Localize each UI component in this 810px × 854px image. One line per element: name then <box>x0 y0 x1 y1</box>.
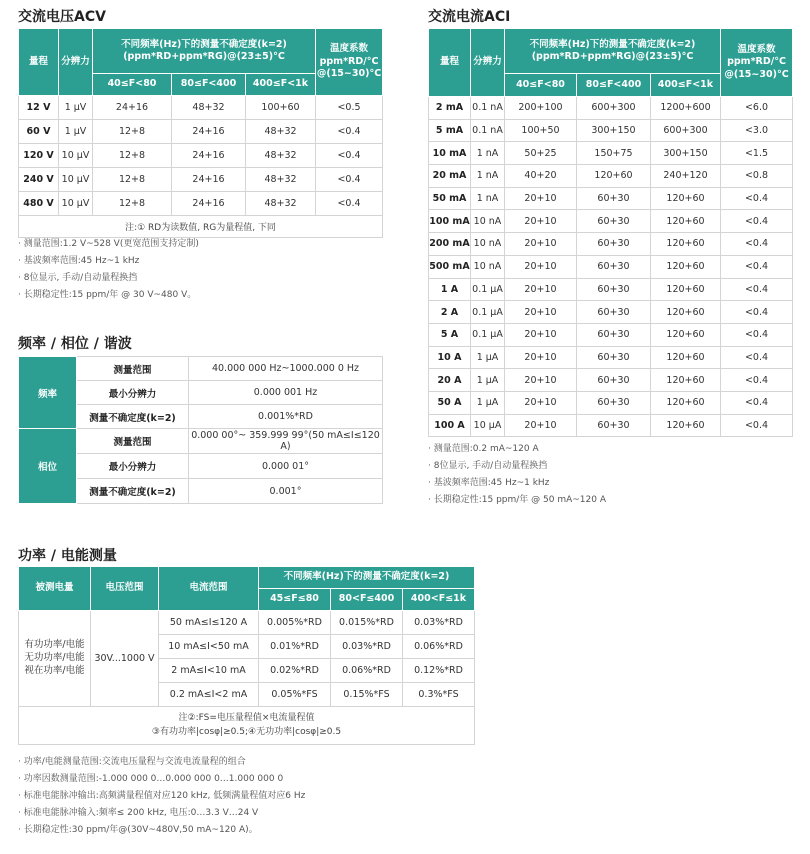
table-row <box>19 96 383 120</box>
value-cell: <0.4 <box>721 255 793 278</box>
power-header-voltage: 电压范围 <box>91 567 159 611</box>
value-cell: 300+150 <box>651 142 721 165</box>
resolution-cell: 10 μV <box>59 168 93 192</box>
table-row <box>429 97 793 120</box>
freq-row-label: 测量不确定度(k=2) <box>77 405 189 429</box>
power-bullet: · 功率因数测量范围:-1.000 000 0…0.000 000 0…1.000 000 0 <box>18 771 305 788</box>
resolution-cell: 1 μA <box>471 369 505 392</box>
resolution-cell: 1 μA <box>471 391 505 414</box>
range-cell: 100 mA <box>429 210 471 233</box>
value-cell: 120+60 <box>577 165 651 188</box>
freq-row-value: 0.001%*RD <box>189 405 383 429</box>
value-cell: <0.8 <box>721 165 793 188</box>
power-bullet: · 标准电能脉冲输出:高频满量程值对应120 kHz, 低频满量程值对应6 Hz <box>18 788 305 805</box>
range-cell: 100 A <box>429 414 471 437</box>
value-cell: 120+60 <box>651 233 721 256</box>
value-cell: 60+30 <box>577 255 651 278</box>
power-current-range: 2 mA≤I<10 mA <box>159 659 259 683</box>
value-cell: 24+16 <box>172 192 246 216</box>
power-freq-1: 45≤F≤80 <box>259 589 331 611</box>
power-table <box>18 566 475 745</box>
value-cell: <0.4 <box>721 210 793 233</box>
aci-header-temp: 温度系数 ppm*RD/°C @(15~30)°C <box>721 29 793 97</box>
value-cell: 600+300 <box>651 119 721 142</box>
range-cell: 12 V <box>19 96 59 120</box>
phase-row-value: 0.000 01° <box>189 454 383 479</box>
phase-row-value: 0.000 00°~ 359.999 99°(50 mA≤I≤120 A) <box>189 429 383 454</box>
acv-freq-2: 80≤F<400 <box>172 74 246 96</box>
phase-row-value: 0.001° <box>189 479 383 504</box>
value-cell: 60+30 <box>577 210 651 233</box>
value-cell: <0.5 <box>316 96 383 120</box>
aci-bullets <box>428 441 606 509</box>
range-cell: 200 mA <box>429 233 471 256</box>
acv-header-range: 量程 <box>19 29 59 96</box>
freq-group-label: 频率 <box>19 357 77 429</box>
table-row <box>429 165 793 188</box>
power-value: 0.03%*RD <box>331 635 403 659</box>
power-bullet: · 长期稳定性:30 ppm/年@(30V~480V,50 mA~120 A)。 <box>18 822 305 839</box>
resolution-cell: 1 nA <box>471 142 505 165</box>
freq-row-value: 40.000 000 Hz~1000.000 0 Hz <box>189 357 383 381</box>
value-cell: 24+16 <box>172 120 246 144</box>
aci-freq-1: 40≤F<80 <box>505 74 577 97</box>
value-cell: 120+60 <box>651 369 721 392</box>
value-cell: <0.4 <box>316 168 383 192</box>
value-cell: 60+30 <box>577 346 651 369</box>
range-cell: 2 mA <box>429 97 471 120</box>
range-cell: 50 mA <box>429 187 471 210</box>
power-freq-3: 400<F≤1k <box>403 589 475 611</box>
phase-group-label: 相位 <box>19 429 77 504</box>
resolution-cell: 1 μV <box>59 120 93 144</box>
range-cell: 240 V <box>19 168 59 192</box>
table-row <box>429 369 793 392</box>
table-row <box>429 391 793 414</box>
value-cell: 20+10 <box>505 414 577 437</box>
range-cell: 50 A <box>429 391 471 414</box>
power-current-range: 10 mA≤I<50 mA <box>159 635 259 659</box>
value-cell: <0.4 <box>316 192 383 216</box>
value-cell: <3.0 <box>721 119 793 142</box>
resolution-cell: 0.1 nA <box>471 119 505 142</box>
resolution-cell: 0.1 μA <box>471 278 505 301</box>
power-bullets <box>18 754 305 839</box>
value-cell: 24+16 <box>172 168 246 192</box>
power-bullet: · 功率/电能测量范围:交流电压量程与交流电流量程的组合 <box>18 754 305 771</box>
value-cell: 120+60 <box>651 414 721 437</box>
value-cell: <0.4 <box>721 323 793 346</box>
value-cell: 20+10 <box>505 346 577 369</box>
acv-header-uncertainty: 不同频率(Hz)下的测量不确定度(k=2) (ppm*RD+ppm*RG)@(23±5)°C <box>93 29 316 74</box>
table-row <box>19 120 383 144</box>
value-cell: <0.4 <box>721 233 793 256</box>
value-cell: 60+30 <box>577 391 651 414</box>
power-header-current: 电流范围 <box>159 567 259 611</box>
resolution-cell: 0.1 nA <box>471 97 505 120</box>
acv-bullets <box>18 236 199 304</box>
value-cell: 120+60 <box>651 210 721 233</box>
value-cell: 48+32 <box>172 96 246 120</box>
value-cell: 240+120 <box>651 165 721 188</box>
value-cell: 12+8 <box>93 144 172 168</box>
phase-row-label: 测量范围 <box>77 429 189 454</box>
value-cell: 120+60 <box>651 255 721 278</box>
table-row <box>429 119 793 142</box>
table-row <box>19 192 383 216</box>
value-cell: 200+100 <box>505 97 577 120</box>
value-cell: 48+32 <box>246 192 316 216</box>
value-cell: 60+30 <box>577 233 651 256</box>
acv-bullet: · 基波频率范围:45 Hz~1 kHz <box>18 253 199 270</box>
resolution-cell: 0.1 μA <box>471 301 505 324</box>
value-cell: 24+16 <box>172 144 246 168</box>
acv-title: 交流电压ACV <box>18 9 106 25</box>
aci-bullet: · 8位显示, 手动/自动量程换挡 <box>428 458 606 475</box>
value-cell: 120+60 <box>651 301 721 324</box>
acv-bullet: · 测量范围:1.2 V~528 V(更宽范围支持定制) <box>18 236 199 253</box>
resolution-cell: 1 nA <box>471 165 505 188</box>
range-cell: 120 V <box>19 144 59 168</box>
value-cell: 600+300 <box>577 97 651 120</box>
value-cell: <0.4 <box>721 369 793 392</box>
power-note: 注②:FS=电压量程值×电流量程值 ③有功功率|cosφ|≥0.5;④无功功率|cosφ|≥0.5 <box>19 707 475 745</box>
value-cell: <1.5 <box>721 142 793 165</box>
table-row <box>429 278 793 301</box>
range-cell: 60 V <box>19 120 59 144</box>
power-value: 0.12%*RD <box>403 659 475 683</box>
resolution-cell: 10 nA <box>471 255 505 278</box>
value-cell: 150+75 <box>577 142 651 165</box>
acv-table <box>18 28 383 238</box>
acv-note: 注:① RD为读数值, RG为量程值, 下同 <box>19 216 383 238</box>
value-cell: <0.4 <box>721 414 793 437</box>
value-cell: 60+30 <box>577 414 651 437</box>
resolution-cell: 10 μV <box>59 192 93 216</box>
value-cell: 120+60 <box>651 391 721 414</box>
value-cell: 40+20 <box>505 165 577 188</box>
resolution-cell: 1 nA <box>471 187 505 210</box>
range-cell: 10 A <box>429 346 471 369</box>
power-value: 0.06%*RD <box>403 635 475 659</box>
value-cell: 12+8 <box>93 168 172 192</box>
value-cell: <0.4 <box>721 301 793 324</box>
resolution-cell: 0.1 μA <box>471 323 505 346</box>
value-cell: 12+8 <box>93 192 172 216</box>
value-cell: 20+10 <box>505 391 577 414</box>
table-row <box>429 187 793 210</box>
table-row <box>429 414 793 437</box>
value-cell: 12+8 <box>93 120 172 144</box>
table-row <box>429 323 793 346</box>
acv-bullet: · 长期稳定性:15 ppm/年 @ 30 V~480 V。 <box>18 287 199 304</box>
acv-header-temp: 温度系数 ppm*RD/°C @(15~30)°C <box>316 29 383 96</box>
table-row <box>429 301 793 324</box>
value-cell: <0.4 <box>721 346 793 369</box>
aci-freq-3: 400≤F<1k <box>651 74 721 97</box>
value-cell: 48+32 <box>246 144 316 168</box>
value-cell: 100+50 <box>505 119 577 142</box>
value-cell: 50+25 <box>505 142 577 165</box>
power-current-range: 0.2 mA≤I<2 mA <box>159 683 259 707</box>
value-cell: 120+60 <box>651 346 721 369</box>
value-cell: 60+30 <box>577 278 651 301</box>
aci-header-uncertainty: 不同频率(Hz)下的测量不确定度(k=2) (ppm*RD+ppm*RG)@(23±5)°C <box>505 29 721 74</box>
power-current-range: 50 mA≤I≤120 A <box>159 611 259 635</box>
range-cell: 480 V <box>19 192 59 216</box>
range-cell: 500 mA <box>429 255 471 278</box>
resolution-cell: 10 nA <box>471 210 505 233</box>
acv-freq-3: 400≤F<1k <box>246 74 316 96</box>
table-row <box>429 255 793 278</box>
power-header-measured: 被测电量 <box>19 567 91 611</box>
value-cell: <0.4 <box>721 278 793 301</box>
power-value: 0.01%*RD <box>259 635 331 659</box>
table-row <box>429 346 793 369</box>
value-cell: 300+150 <box>577 119 651 142</box>
freq-title: 频率 / 相位 / 谐波 <box>18 336 132 352</box>
power-value: 0.15%*FS <box>331 683 403 707</box>
freq-row-label: 最小分辨力 <box>77 381 189 405</box>
value-cell: <0.4 <box>721 391 793 414</box>
value-cell: 60+30 <box>577 301 651 324</box>
value-cell: 60+30 <box>577 187 651 210</box>
acv-header-resolution: 分辨力 <box>59 29 93 96</box>
value-cell: 48+32 <box>246 168 316 192</box>
power-measured-cell: 有功功率/电能 无功功率/电能 视在功率/电能 <box>19 611 91 707</box>
value-cell: 120+60 <box>651 278 721 301</box>
value-cell: 120+60 <box>651 323 721 346</box>
power-value: 0.015%*RD <box>331 611 403 635</box>
power-bullet: · 标准电能脉冲输入:频率≤ 200 kHz, 电压:0…3.3 V…24 V <box>18 805 305 822</box>
value-cell: 20+10 <box>505 323 577 346</box>
resolution-cell: 10 μA <box>471 414 505 437</box>
range-cell: 5 mA <box>429 119 471 142</box>
aci-bullet: · 测量范围:0.2 mA~120 A <box>428 441 606 458</box>
aci-freq-2: 80≤F<400 <box>577 74 651 97</box>
power-value: 0.05%*FS <box>259 683 331 707</box>
phase-row-label: 最小分辨力 <box>77 454 189 479</box>
aci-title: 交流电流ACI <box>428 9 511 25</box>
value-cell: 1200+600 <box>651 97 721 120</box>
range-cell: 10 mA <box>429 142 471 165</box>
power-value: 0.005%*RD <box>259 611 331 635</box>
value-cell: 60+30 <box>577 323 651 346</box>
phase-row-label: 测量不确定度(k=2) <box>77 479 189 504</box>
value-cell: 20+10 <box>505 210 577 233</box>
value-cell: 48+32 <box>246 120 316 144</box>
aci-table <box>428 28 793 437</box>
table-row <box>429 233 793 256</box>
acv-freq-1: 40≤F<80 <box>93 74 172 96</box>
table-row <box>19 168 383 192</box>
resolution-cell: 10 nA <box>471 233 505 256</box>
value-cell: <0.4 <box>316 120 383 144</box>
resolution-cell: 10 μV <box>59 144 93 168</box>
value-cell: 120+60 <box>651 187 721 210</box>
value-cell: 20+10 <box>505 278 577 301</box>
freq-table <box>18 356 383 504</box>
power-title: 功率 / 电能测量 <box>18 548 117 564</box>
freq-row-value: 0.000 001 Hz <box>189 381 383 405</box>
power-value: 0.3%*FS <box>403 683 475 707</box>
table-row <box>19 144 383 168</box>
aci-header-range: 量程 <box>429 29 471 97</box>
range-cell: 20 A <box>429 369 471 392</box>
freq-row-label: 测量范围 <box>77 357 189 381</box>
value-cell: 60+30 <box>577 369 651 392</box>
value-cell: 20+10 <box>505 301 577 324</box>
aci-bullet: · 长期稳定性:15 ppm/年 @ 50 mA~120 A <box>428 492 606 509</box>
power-value: 0.06%*RD <box>331 659 403 683</box>
value-cell: <0.4 <box>721 187 793 210</box>
power-voltage-range: 30V...1000 V <box>91 611 159 707</box>
table-row <box>429 210 793 233</box>
value-cell: 24+16 <box>93 96 172 120</box>
power-header-uncertainty: 不同频率(Hz)下的测量不确定度(k=2) <box>259 567 475 589</box>
value-cell: 20+10 <box>505 233 577 256</box>
value-cell: <0.4 <box>316 144 383 168</box>
acv-bullet: · 8位显示, 手动/自动量程换挡 <box>18 270 199 287</box>
value-cell: 20+10 <box>505 187 577 210</box>
value-cell: 20+10 <box>505 255 577 278</box>
range-cell: 2 A <box>429 301 471 324</box>
aci-header-resolution: 分辨力 <box>471 29 505 97</box>
resolution-cell: 1 μA <box>471 346 505 369</box>
value-cell: 100+60 <box>246 96 316 120</box>
range-cell: 5 A <box>429 323 471 346</box>
range-cell: 20 mA <box>429 165 471 188</box>
aci-bullet: · 基波频率范围:45 Hz~1 kHz <box>428 475 606 492</box>
resolution-cell: 1 μV <box>59 96 93 120</box>
power-value: 0.03%*RD <box>403 611 475 635</box>
power-freq-2: 80<F≤400 <box>331 589 403 611</box>
value-cell: 20+10 <box>505 369 577 392</box>
value-cell: <6.0 <box>721 97 793 120</box>
power-value: 0.02%*RD <box>259 659 331 683</box>
range-cell: 1 A <box>429 278 471 301</box>
table-row <box>429 142 793 165</box>
